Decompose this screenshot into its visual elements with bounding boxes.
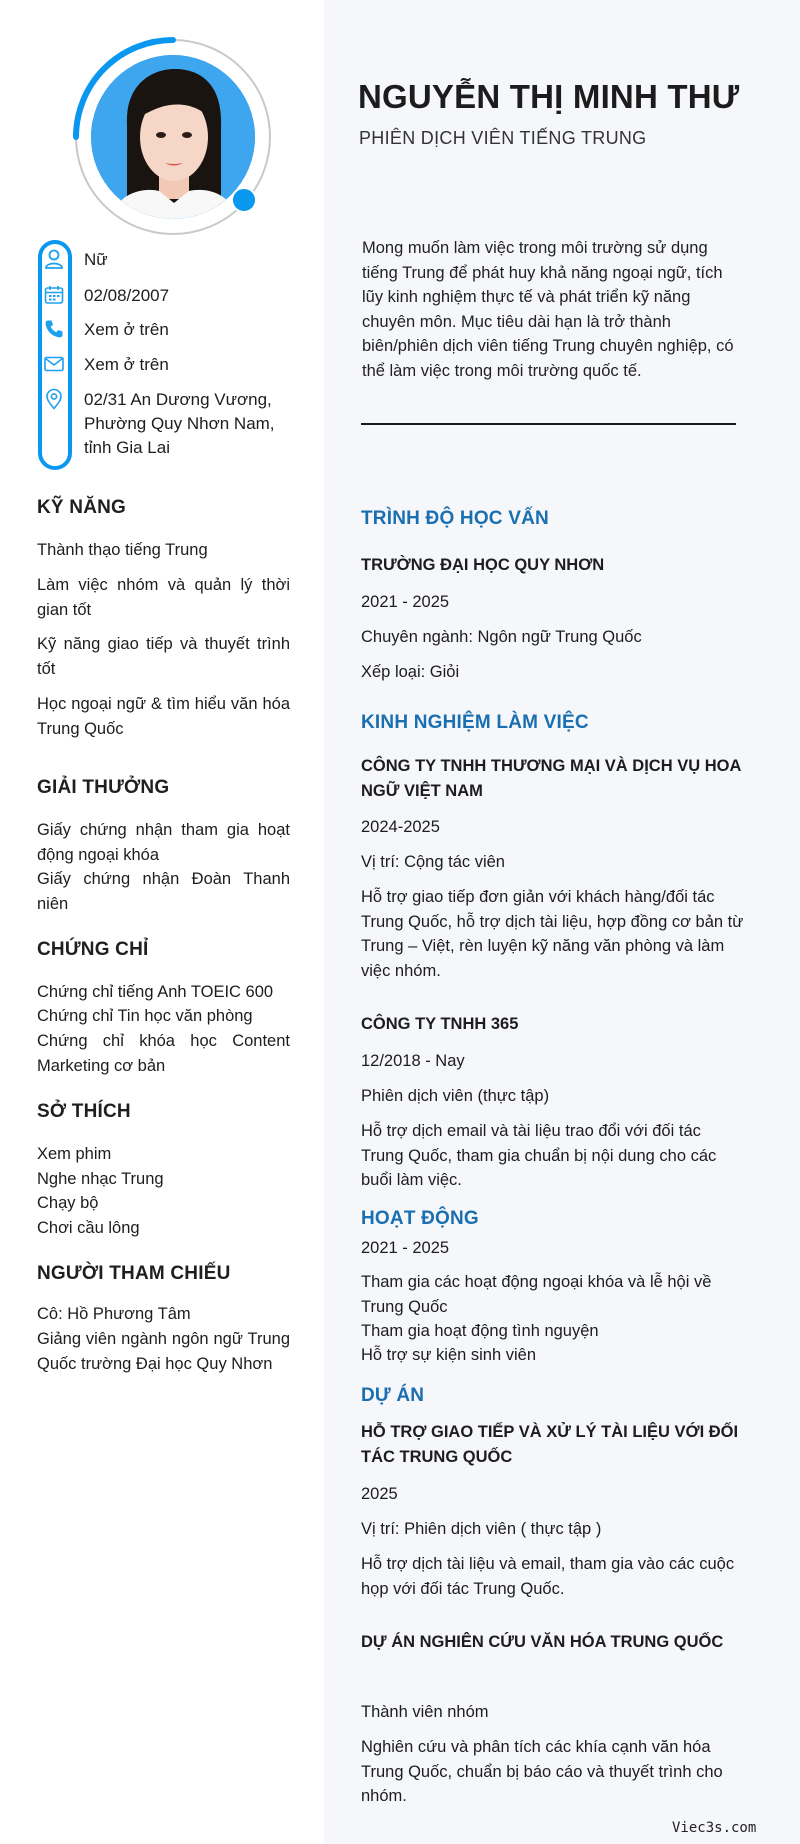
job-period: 2024-2025: [361, 818, 440, 836]
avatar: [72, 36, 274, 238]
reference-role: Giảng viên ngành ngôn ngữ Trung Quốc trường Đại học Quy Nhơn: [37, 1330, 290, 1373]
career-objective: Mong muốn làm việc trong môi trường sử dụng tiếng Trung để phát huy khả năng ngoại ngữ, tích lũy kinh nghiệm thực tế và phát triển kỹ năng chuyên môn. Mục tiêu dài hạn là trở thành biên/phiên dịch viên tiếng Trung chuyên nghiệp, có thể làm việc trong môi trường quốc tế.: [362, 239, 734, 380]
contact-gender: Nữ: [84, 250, 108, 269]
activity-item: Tham gia hoạt động tình nguyện: [361, 1322, 599, 1340]
projects-heading: DỰ ÁN: [361, 1385, 425, 1406]
job-description: Hỗ trợ giao tiếp đơn giản với khách hàng/đối tác Trung Quốc, hỗ trợ dịch tài liệu, hợp đồng cơ bản từ Trung – Việt, rèn luyện kỹ năng văn phòng và làm việc nhóm.: [361, 888, 744, 980]
location-pin-icon: [43, 388, 65, 410]
hobby-item: Chạy bộ: [37, 1194, 99, 1212]
project-period: 2025: [361, 1485, 398, 1503]
job-position: Vị trí: Cộng tác viên: [361, 853, 505, 871]
education-school: TRƯỜNG ĐẠI HỌC QUY NHƠN: [361, 556, 605, 574]
hobby-item: Chơi cầu lông: [37, 1219, 140, 1237]
user-icon: [43, 248, 65, 270]
contact-phone: Xem ở trên: [84, 320, 169, 339]
project-name: DỰ ÁN NGHIÊN CỨU VĂN HÓA TRUNG QUỐC: [361, 1633, 724, 1651]
skill-item: Kỹ năng giao tiếp và thuyết trình tốt: [37, 635, 290, 678]
contact-address: 02/31 An Dương Vương, Phường Quy Nhơn Nam, tỉnh Gia Lai: [84, 390, 275, 457]
skill-item: Làm việc nhóm và quản lý thời gian tốt: [37, 576, 290, 619]
job-position: Phiên dịch viên (thực tập): [361, 1087, 550, 1105]
section-divider: [361, 423, 736, 425]
skill-item: Thành thạo tiếng Trung: [37, 541, 208, 559]
email-icon: [43, 353, 65, 375]
activity-item: Hỗ trợ sự kiện sinh viên: [361, 1346, 537, 1364]
calendar-icon: [43, 284, 65, 306]
skill-item: Học ngoại ngữ & tìm hiểu văn hóa Trung Quốc: [37, 695, 290, 738]
awards-heading: GIẢI THƯỞNG: [37, 777, 170, 798]
project-description: Hỗ trợ dịch tài liệu và email, tham gia vào các cuộc họp với đối tác Trung Quốc.: [361, 1555, 735, 1598]
project-description: Nghiên cứu và phân tích các khía cạnh văn hóa Trung Quốc, chuẩn bị báo cáo và thuyết trình cho nhóm.: [361, 1738, 723, 1805]
certificates-heading: CHỨNG CHỈ: [37, 939, 149, 960]
job-description: Hỗ trợ dịch email và tài liệu trao đổi với đối tác Trung Quốc, tham gia chuẩn bị nội dung cho các buổi làm việc.: [361, 1122, 717, 1189]
watermark-text: Viec3s.com: [672, 1820, 757, 1836]
activity-item: Tham gia các hoạt động ngoại khóa và lễ hội về Trung Quốc: [361, 1273, 712, 1316]
certificate-item: Chứng chỉ tiếng Anh TOEIC 600: [37, 983, 274, 1001]
project-position: Vị trí: Phiên dịch viên ( thực tập ): [361, 1520, 602, 1538]
activities-heading: HOẠT ĐỘNG: [361, 1208, 479, 1229]
phone-icon: [43, 318, 65, 340]
award-item: Giấy chứng nhận Đoàn Thanh niên: [37, 870, 290, 913]
job-company: CÔNG TY TNHH 365: [361, 1015, 519, 1033]
contact-dob: 02/08/2007: [84, 286, 170, 305]
candidate-title: PHIÊN DỊCH VIÊN TIẾNG TRUNG: [359, 128, 647, 148]
education-heading: TRÌNH ĐỘ HỌC VẤN: [361, 508, 549, 529]
candidate-name: NGUYỄN THỊ MINH THƯ: [358, 78, 740, 115]
award-item: Giấy chứng nhận tham gia hoạt động ngoại khóa: [37, 821, 290, 864]
reference-person: Cô: Hồ Phương Tâm: [37, 1305, 191, 1323]
hobbies-heading: SỞ THÍCH: [37, 1101, 131, 1122]
activities-period: 2021 - 2025: [361, 1239, 450, 1257]
certificate-item: Chứng chỉ Tin học văn phòng: [37, 1007, 253, 1025]
project-name: HỖ TRỢ GIAO TIẾP VÀ XỬ LÝ TÀI LIỆU VỚI ĐỐI TÁC TRUNG QUỐC: [361, 1423, 739, 1466]
education-period: 2021 - 2025: [361, 593, 450, 611]
certificate-item: Chứng chỉ khóa học Content Marketing cơ bản: [37, 1032, 290, 1075]
job-company: CÔNG TY TNHH THƯƠNG MẠI VÀ DỊCH VỤ HOA NGỮ VIỆT NAM: [361, 757, 741, 800]
skills-heading: KỸ NĂNG: [37, 497, 127, 518]
avatar-dot: [72, 36, 274, 238]
education-major: Chuyên ngành: Ngôn ngữ Trung Quốc: [361, 628, 642, 646]
hobby-item: Nghe nhạc Trung: [37, 1170, 164, 1188]
references-heading: NGƯỜI THAM CHIẾU: [37, 1263, 231, 1284]
job-period: 12/2018 - Nay: [361, 1052, 465, 1070]
project-position: Thành viên nhóm: [361, 1703, 489, 1721]
hobby-item: Xem phim: [37, 1145, 112, 1163]
education-grade: Xếp loại: Giỏi: [361, 663, 460, 681]
contact-email: Xem ở trên: [84, 355, 169, 374]
experience-heading: KINH NGHIỆM LÀM VIỆC: [361, 712, 589, 733]
